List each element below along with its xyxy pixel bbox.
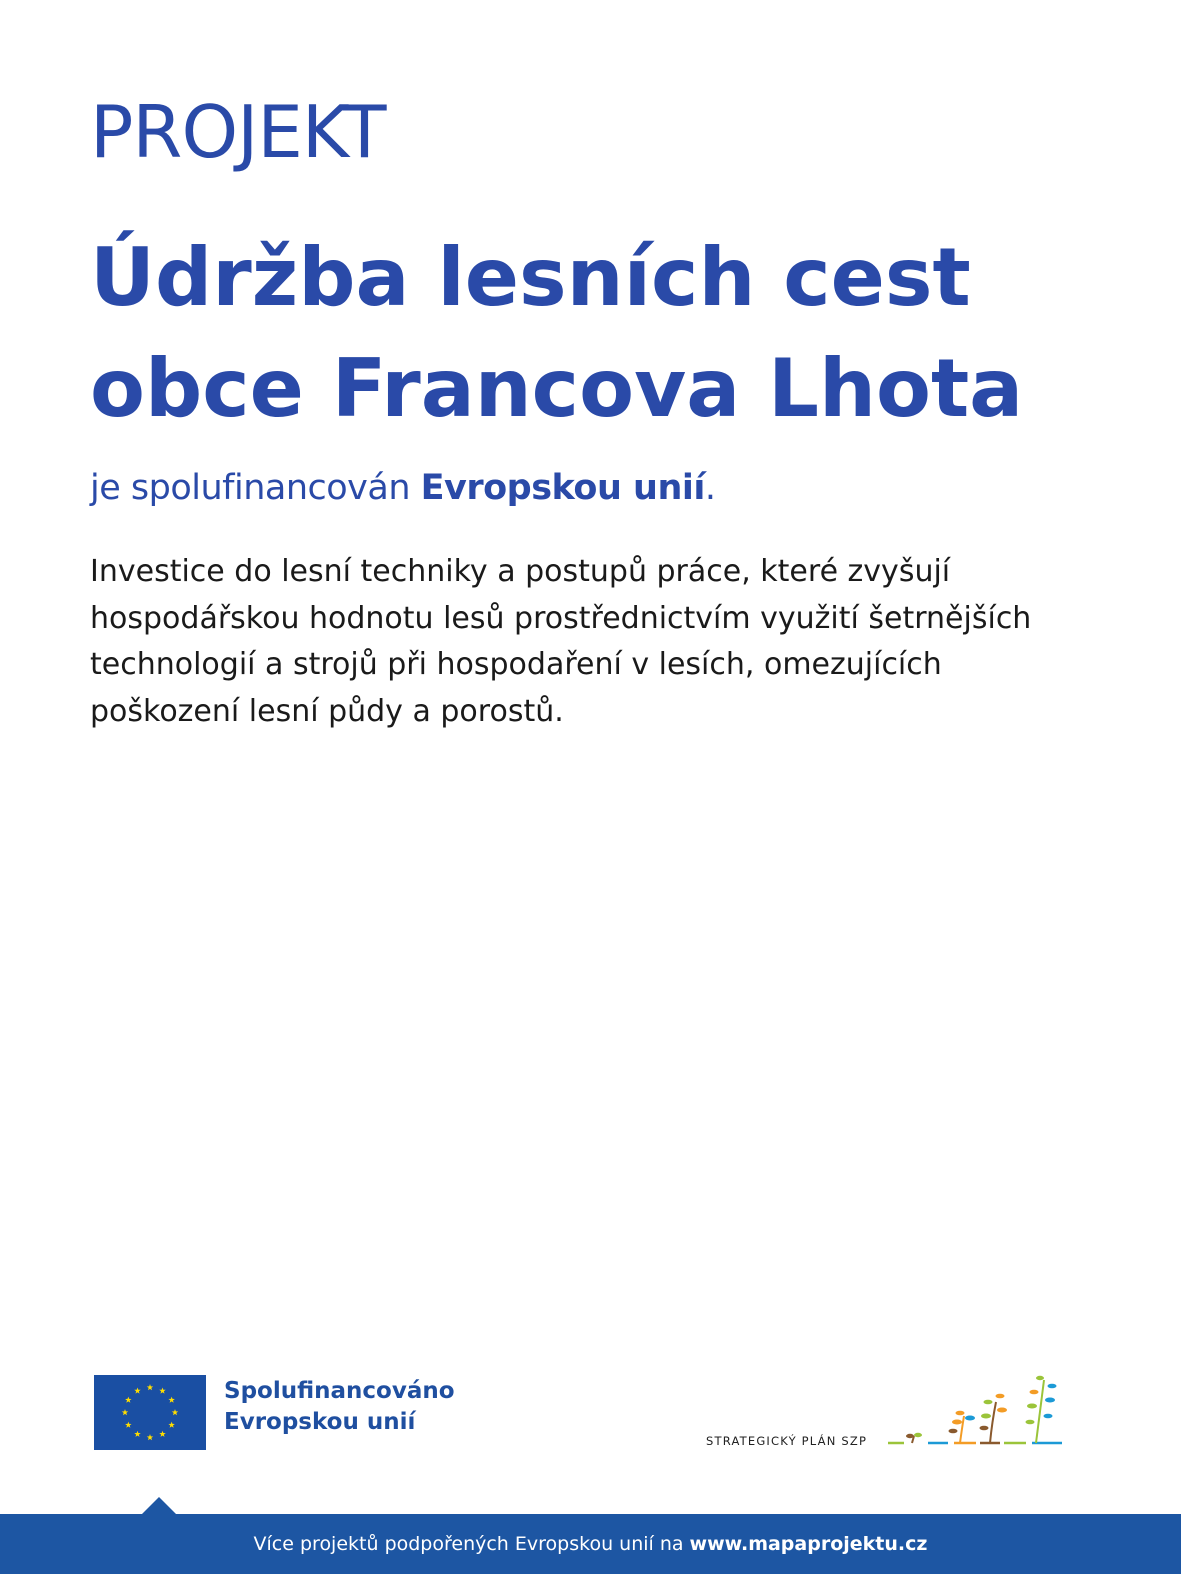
- eu-star-icon: [147, 1384, 153, 1390]
- eu-star-icon: [159, 1387, 165, 1393]
- cofinancing-statement: [90, 468, 716, 508]
- eu-star-icon: [168, 1397, 174, 1403]
- project-description: [90, 549, 1110, 735]
- eu-star-icon: [134, 1431, 140, 1437]
- project-title-line-2: obce Francova Lhota: [90, 342, 1024, 435]
- szp-logo-icon: [884, 1372, 1074, 1450]
- footer-link[interactable]: www.mapaprojektu.cz: [689, 1533, 928, 1555]
- eu-star-icon: [172, 1409, 178, 1415]
- eu-star-icon: [168, 1422, 174, 1428]
- eu-star-icon: [125, 1422, 131, 1428]
- eu-star-icon: [122, 1409, 128, 1415]
- eu-star-icon: [159, 1431, 165, 1437]
- project-title-line-1: Údržba lesních cest: [90, 231, 971, 324]
- eu-cofinanced-label: [224, 1376, 455, 1438]
- eu-flag-icon: [94, 1375, 206, 1450]
- cofinancing-prefix: je spolufinancován: [90, 468, 421, 508]
- eu-label-line-1: Spolufinancováno: [224, 1378, 455, 1404]
- footer-text: Více projektů podpořených Evropskou unií na: [253, 1533, 684, 1555]
- description-line-4: poškození lesní půdy a porostů.: [90, 693, 564, 729]
- description-line-2: hospodářskou hodnotu lesů prostřednictvím využití šetrnějších: [90, 600, 1032, 636]
- description-line-3: technologií a strojů při hospodaření v lesích, omezujících: [90, 647, 942, 682]
- szp-label: STRATEGICKÝ PLÁN SZP: [706, 1434, 868, 1448]
- eu-label-line-2: Evropskou unií: [224, 1409, 416, 1435]
- footer-bar: [0, 1514, 1181, 1574]
- project-title: [90, 222, 1130, 444]
- eu-star-icon: [134, 1387, 140, 1393]
- footer-tab-marker: [142, 1497, 176, 1514]
- cofinancing-suffix: .: [704, 468, 716, 508]
- eu-star-icon: [125, 1397, 131, 1403]
- cofinancing-emphasis: Evropskou unií: [420, 468, 705, 508]
- description-line-1: Investice do lesní techniky a postupů práce, které zvyšují: [90, 554, 951, 589]
- eu-star-icon: [147, 1434, 153, 1440]
- kicker-label: PROJEKT: [90, 90, 386, 174]
